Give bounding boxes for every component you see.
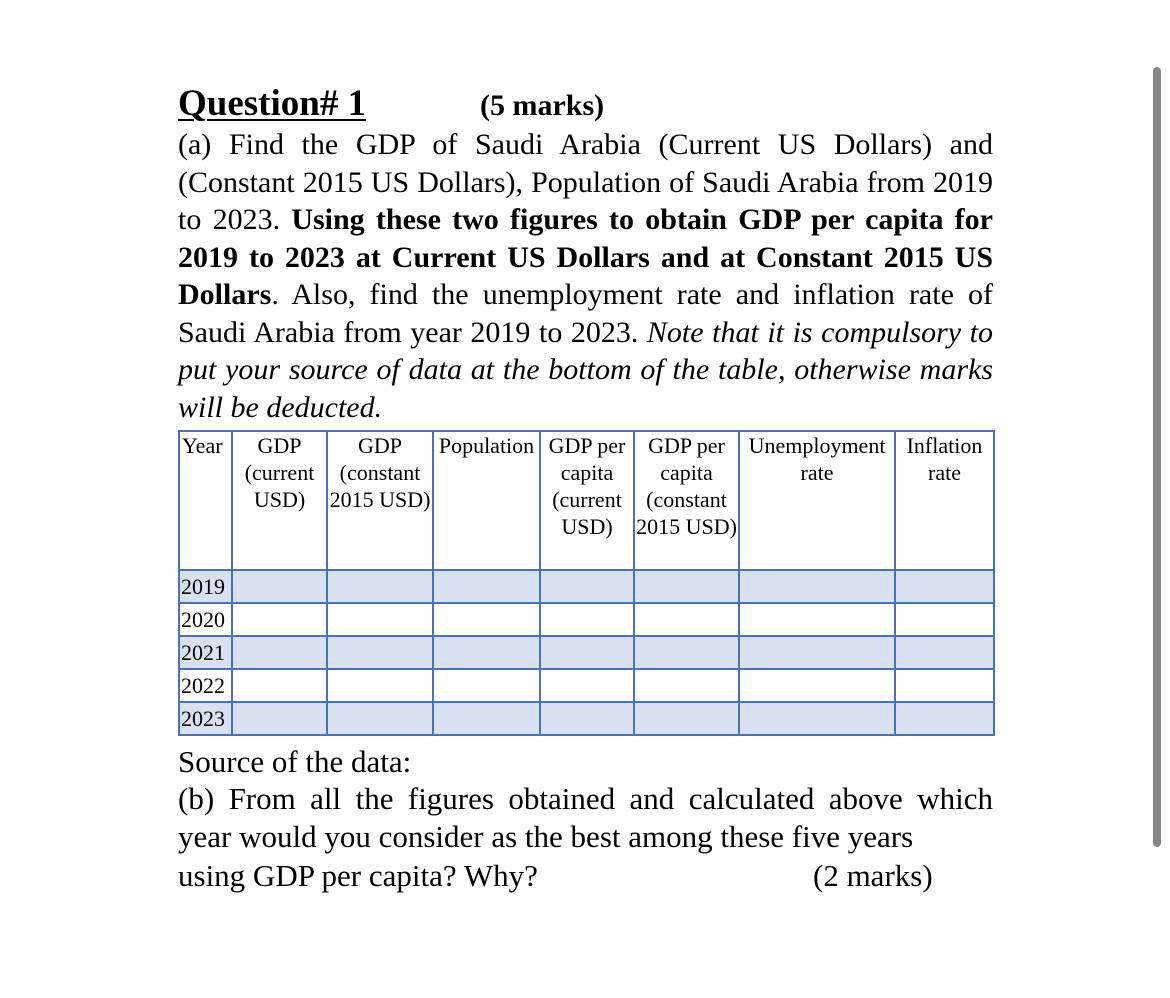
- part-a-text-1: (a) Find the GDP of Saudi Arabia (Current US Dollars) and (Constant 2015 US Dollars), Population of Saudi Arabia from 2019 to 2023.: [178, 128, 993, 236]
- table-cell[interactable]: [634, 570, 739, 603]
- table-cell[interactable]: [540, 702, 634, 735]
- table-cell[interactable]: [232, 702, 327, 735]
- table-row: [179, 570, 994, 603]
- header-gdp-constant: GDP (constant 2015 USD): [327, 431, 433, 570]
- table-cell[interactable]: [433, 702, 540, 735]
- table-row: [179, 603, 994, 636]
- table-row: [179, 636, 994, 669]
- table-cell[interactable]: [739, 636, 895, 669]
- question-document: [178, 82, 993, 896]
- header-year: Year: [179, 431, 232, 570]
- part-a-bold: Using these two figures to obtain GDP per capita for 2019 to 2023 at Current US Dollars and at Constant 2015 US Dollars: [178, 203, 993, 311]
- table-cell[interactable]: [634, 669, 739, 702]
- part-b-question: using GDP per capita? Why?: [178, 858, 538, 893]
- table-cell[interactable]: [232, 603, 327, 636]
- table-cell[interactable]: [327, 636, 433, 669]
- table-cell[interactable]: [895, 669, 994, 702]
- table-cell[interactable]: [739, 570, 895, 603]
- table-cell[interactable]: [433, 636, 540, 669]
- part-b-text: (b) From all the figures obtained and calculated above which year would you consider as the best among these five years: [178, 781, 993, 854]
- header-inflation: Inflation rate: [895, 431, 994, 570]
- table-cell[interactable]: [327, 570, 433, 603]
- table-cell[interactable]: [433, 669, 540, 702]
- table-cell[interactable]: [540, 603, 634, 636]
- header-gdp-per-capita-constant: GDP per capita (constant 2015 USD): [634, 431, 739, 570]
- part-b-last-line: [178, 856, 993, 896]
- table-cell[interactable]: [895, 636, 994, 669]
- table-cell[interactable]: [327, 603, 433, 636]
- table-cell[interactable]: [540, 669, 634, 702]
- table-cell[interactable]: [634, 702, 739, 735]
- header-population: Population: [433, 431, 540, 570]
- table-cell[interactable]: [739, 669, 895, 702]
- part-b-marks: (2 marks): [813, 858, 933, 893]
- year-cell: 2019: [179, 570, 232, 603]
- table-cell[interactable]: [232, 636, 327, 669]
- table-cell[interactable]: [327, 669, 433, 702]
- table-cell[interactable]: [634, 636, 739, 669]
- year-cell: 2021: [179, 636, 232, 669]
- vertical-scrollbar[interactable]: [1153, 67, 1161, 847]
- table-cell[interactable]: [232, 570, 327, 603]
- table-cell[interactable]: [433, 603, 540, 636]
- header-gdp-per-capita-current: GDP per capita (current USD): [540, 431, 634, 570]
- table-header-row: [179, 431, 994, 570]
- question-marks: (5 marks): [480, 89, 605, 122]
- table-cell[interactable]: [232, 669, 327, 702]
- table-cell[interactable]: [895, 702, 994, 735]
- source-label: Source of the data:: [178, 744, 412, 779]
- table-cell[interactable]: [634, 603, 739, 636]
- table-row: [179, 702, 994, 735]
- data-table: [178, 430, 995, 736]
- table-cell[interactable]: [895, 570, 994, 603]
- table-cell[interactable]: [739, 702, 895, 735]
- year-cell: 2020: [179, 603, 232, 636]
- table-cell[interactable]: [895, 603, 994, 636]
- part-a-text: [178, 126, 993, 426]
- header-gdp-current: GDP (current USD): [232, 431, 327, 570]
- table-cell[interactable]: [433, 570, 540, 603]
- table-row: [179, 669, 994, 702]
- table-cell[interactable]: [540, 636, 634, 669]
- part-a-note: Note that it is compulsory to put your source of data at the bottom of the table, otherwise marks will be deducted.: [178, 315, 993, 424]
- question-title: Question# 1: [178, 83, 367, 124]
- part-a-text-2: . Also, find the unemployment rate and inflation rate of Saudi Arabia from year 2019 to 2023.: [178, 278, 993, 349]
- header-unemployment: Unemployment rate: [739, 431, 895, 570]
- year-cell: 2022: [179, 669, 232, 702]
- question-header: [178, 82, 993, 126]
- table-cell[interactable]: [540, 570, 634, 603]
- table-cell[interactable]: [327, 702, 433, 735]
- year-cell: 2023: [179, 702, 232, 735]
- table-cell[interactable]: [739, 603, 895, 636]
